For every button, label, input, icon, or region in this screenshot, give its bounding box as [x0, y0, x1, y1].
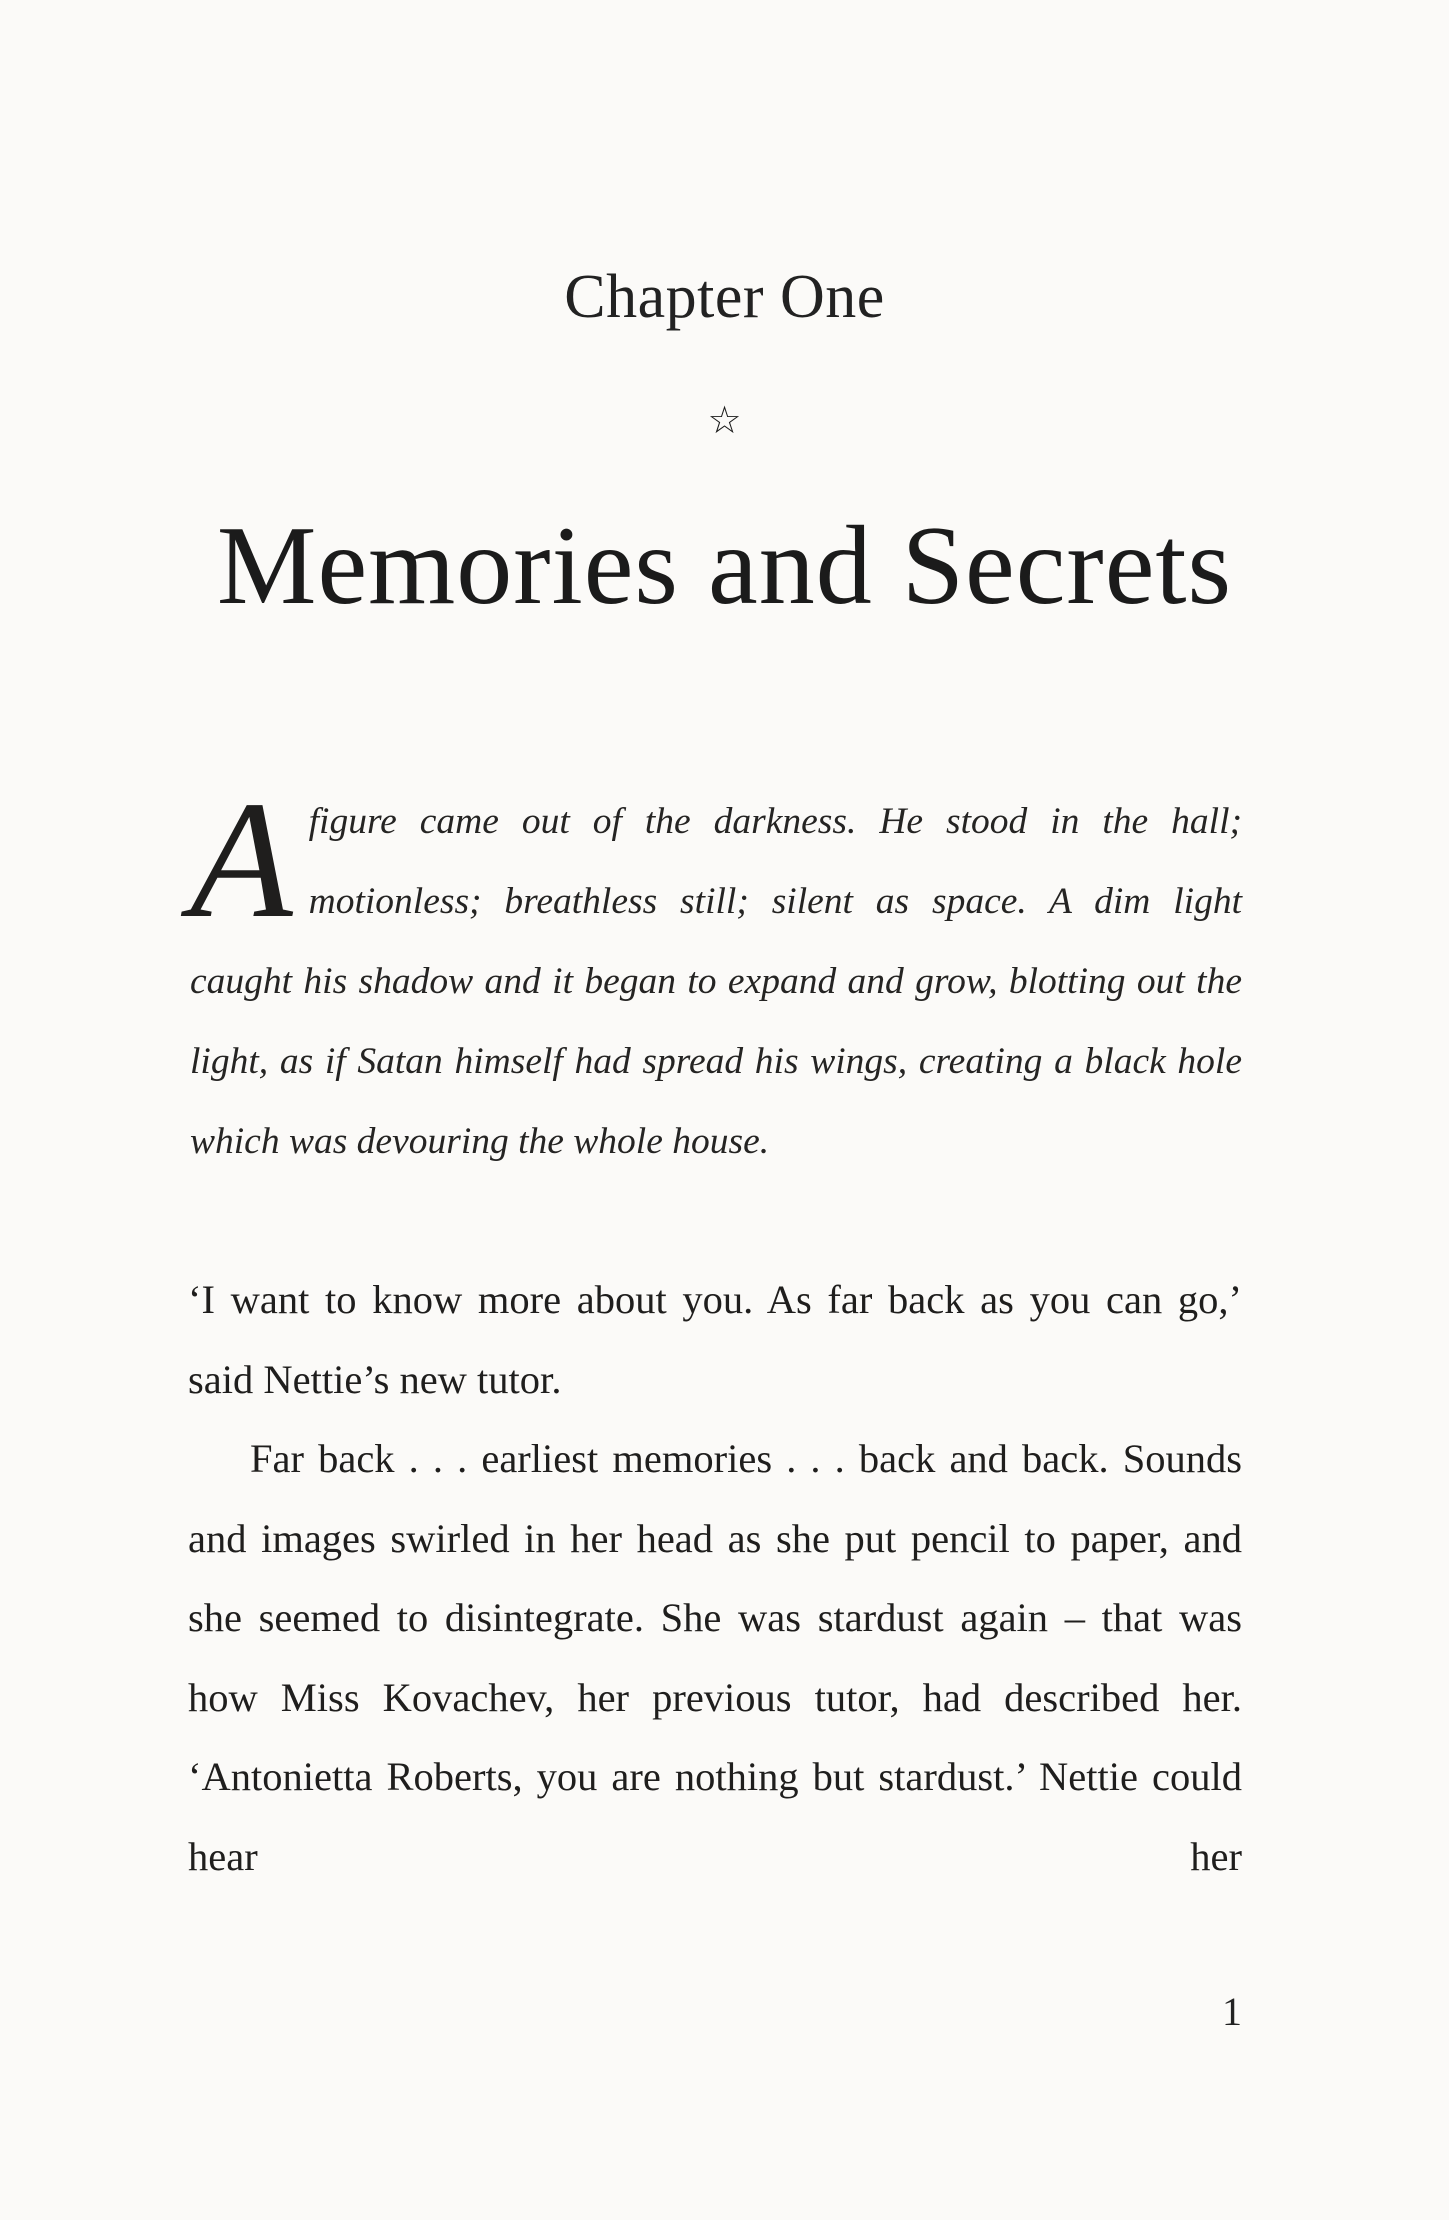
chapter-title: Memories and Secrets: [216, 504, 1233, 628]
chapter-label: Chapter One: [564, 263, 885, 331]
star-ornament-icon: ☆: [707, 400, 742, 442]
epigraph-text: figure came out of the darkness. He stood in the hall; motionless; breathless still; silent as space. A dim light caught his shadow and it began to expand and grow, blotting out the light, as if Satan himself had spread his wings, creating a black hole which was devouring the whole house.: [190, 801, 1242, 1162]
italic-epigraph: [190, 767, 1242, 1182]
page-number: 1: [1222, 1989, 1242, 2034]
drop-cap: A: [190, 767, 293, 953]
paragraph: Far back . . . earliest memories . . . back and back. Sounds and images swirled in her head as she put pencil to paper, and she seemed to disintegrate. She was stardust again – that was how Miss Kovachev, her previous tutor, had described her. ‘Antonietta Roberts, you are nothing but stardust.’ Nettie could hear her: [188, 1436, 1242, 1879]
body-text: [188, 1260, 1242, 1896]
paragraph: ‘I want to know more about you. As far back as you can go,’ said Nettie’s new tutor.: [188, 1277, 1242, 1402]
